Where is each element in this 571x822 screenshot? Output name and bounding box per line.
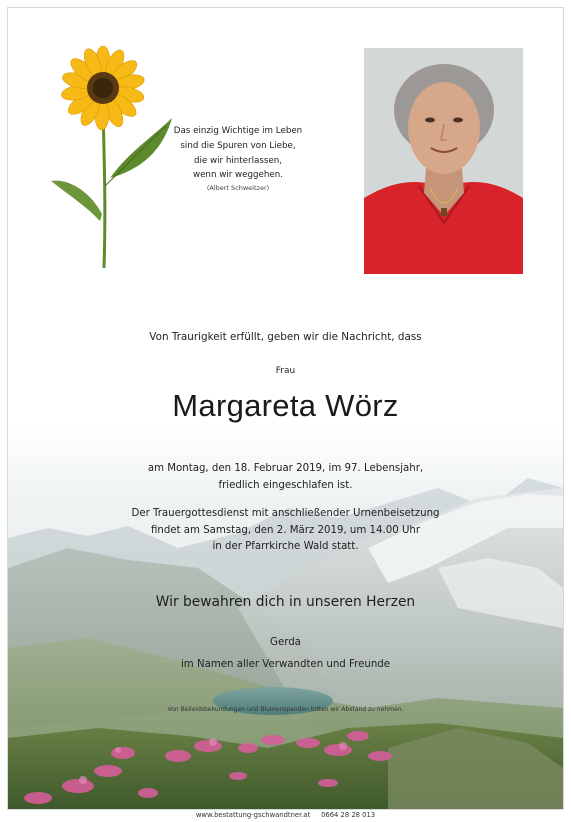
service-line: findet am Samstag, den 2. März 2019, um 14.00 Uhr [150, 524, 421, 536]
quote-line: die wir hinterlassen, [193, 155, 283, 166]
memorial-motto: Wir bewahren dich in unseren Herzen [155, 594, 416, 610]
deceased-name: Margareta Wörz [172, 388, 399, 423]
death-notice [8, 461, 563, 494]
service-line: Der Trauergottesdienst mit anschließender Urnenbeisetzung [131, 508, 440, 519]
memorial-quote [158, 124, 318, 194]
quote-line: sind die Spuren von Liebe, [180, 140, 296, 151]
obituary-card [7, 7, 564, 810]
service-line: in der Pfarrkirche Wald statt. [212, 541, 359, 552]
salutation: Frau [275, 366, 296, 376]
footer-separator [312, 811, 318, 819]
quote-author: (Albert Schweitzer) [206, 184, 270, 193]
funeral-service-info [8, 506, 563, 556]
condolence-notice: Von Beileidsbekundungen und Blumenspenden bitten wir Abstand zu nehmen. [167, 706, 404, 713]
death-line: am Montag, den 18. Februar 2019, im 97. Lebensjahr, [147, 463, 424, 474]
footer-phone: 0664 28 28 013 [321, 811, 376, 819]
death-line: friedlich eingeschlafen ist. [218, 479, 353, 491]
footer-website[interactable]: www.bestattung-gschwandtner.at [195, 811, 311, 819]
signer-name: Gerda [270, 637, 301, 648]
quote-line: Das einzig Wichtige im Leben [173, 126, 303, 136]
intro-text: Von Traurigkeit erfüllt, geben wir die Nachricht, dass [149, 331, 422, 343]
footer [0, 811, 571, 819]
relatives-line: im Namen aller Verwandten und Freunde [180, 659, 391, 670]
quote-line: wenn wir weggehen. [192, 170, 284, 181]
portrait-photo [364, 48, 523, 274]
